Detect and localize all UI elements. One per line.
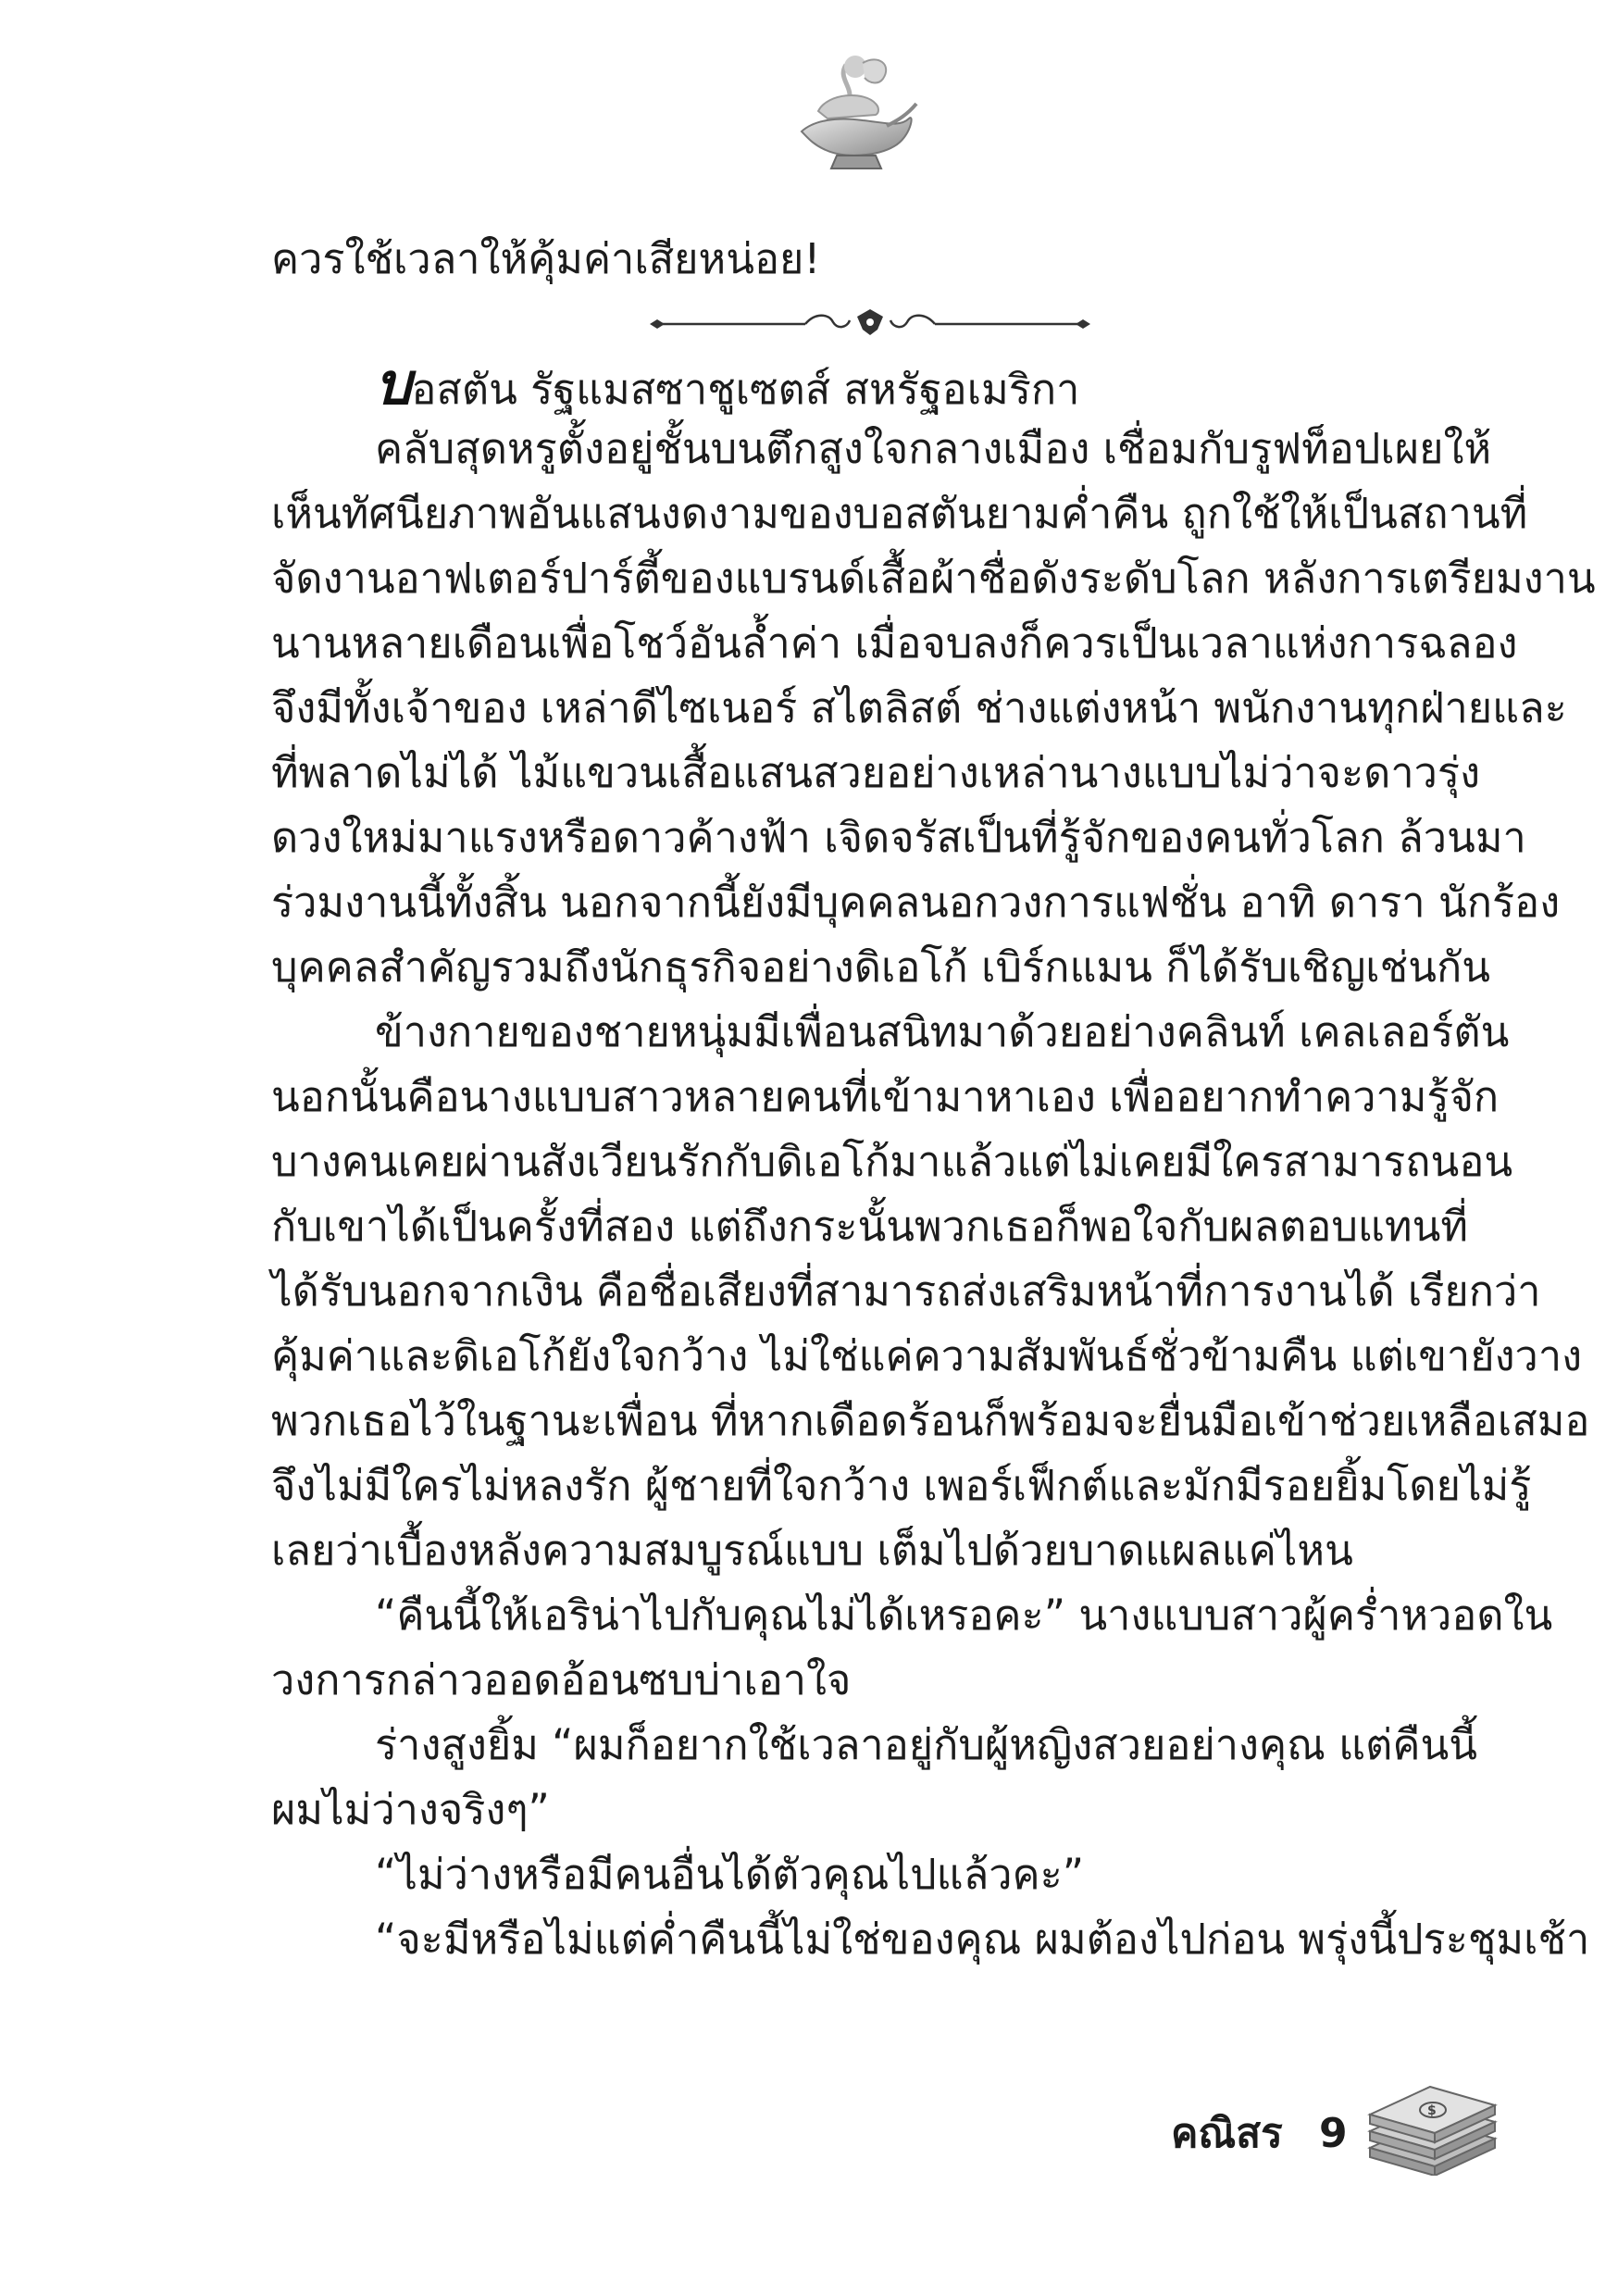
footer-book-title: คณิสร bbox=[1171, 2110, 1283, 2157]
paragraph-line: กับเขาได้เป็นครั้งที่สอง แต่ถึงกระนั้นพวกเธอก็พอใจกับผลตอบแทนที่ bbox=[271, 1202, 1469, 1251]
paragraph-line: บุคคลสำคัญรวมถึงนักธุรกิจอย่างดิเอโก้ เบิร์กแมน ก็ได้รับเชิญเช่นกัน bbox=[271, 942, 1490, 992]
paragraph-line: คุ้มค่าและดิเอโก้ยังใจกว้าง ไม่ใช่แค่ความสัมพันธ์ชั่วข้ามคืน แต่เขายังวาง bbox=[271, 1331, 1583, 1380]
paragraph-line: นานหลายเดือนเพื่อโชว์อันล้ำค่า เมื่อจบลงก็ควรเป็นเวลาแห่งการฉลอง bbox=[271, 618, 1518, 668]
paragraph-line: พวกเธอไว้ในฐานะเพื่อน ที่หากเดือดร้อนก็พร้อมจะยื่นมือเข้าช่วยเหลือเสมอ bbox=[271, 1396, 1590, 1445]
drop-cap: บ bbox=[375, 350, 412, 418]
paragraph-line: บางคนเคยผ่านสังเวียนรักกับดิเอโก้มาแล้วแต่ไม่เคยมีใครสามารถนอน bbox=[271, 1137, 1513, 1186]
paragraph-line: “คืนนี้ให้เอริน่าไปกับคุณไม่ได้เหรอคะ” นางแบบสาวผู้คร่ำหวอดใน bbox=[375, 1591, 1553, 1640]
paragraph-line: คลับสุดหรูตั้งอยู่ชั้นบนตึกสูงใจกลางเมือง เชื่อมกับรูฟท็อปเผยให้ bbox=[375, 424, 1492, 473]
paragraph-line: เลยว่าเบื้องหลังความสมบูรณ์แบบ เต็มไปด้วยบาดแผลแค่ไหน bbox=[271, 1526, 1353, 1575]
paragraph-line: ข้างกายของชายหนุ่มมีเพื่อนสนิทมาด้วยอย่างคลินท์ เคลเลอร์ตัน bbox=[375, 1007, 1510, 1056]
paragraph-line: ได้รับนอกจากเงิน คือชื่อเสียงที่สามารถส่งเสริมหน้าที่การงานได้ เรียกว่า bbox=[271, 1267, 1541, 1316]
magic-lamp-icon bbox=[790, 46, 920, 185]
paragraph-line: ดวงใหม่มาแรงหรือดาวค้างฟ้า เจิดจรัสเป็นที่รู้จักของคนทั่วโลก ล้วนมา bbox=[271, 813, 1526, 862]
money-stack-icon bbox=[1361, 2074, 1500, 2176]
svg-text:$: $ bbox=[1427, 2103, 1437, 2118]
paragraph-line: “จะมีหรือไม่แต่ค่ำคืนนี้ไม่ใช่ของคุณ ผมต้องไปก่อน พรุ่งนี้ประชุมเช้า bbox=[375, 1915, 1590, 1964]
paragraph-line: ควรใช้เวลาให้คุ้มค่าเสียหน่อย! bbox=[271, 234, 821, 283]
paragraph-line: จึงไม่มีใครไม่หลงรัก ผู้ชายที่ใจกว้าง เพอร์เฟ็กต์และมักมีรอยยิ้มโดยไม่รู้ bbox=[271, 1461, 1532, 1510]
paragraph-line: ร่วมงานนี้ทั้งสิ้น นอกจากนี้ยังมีบุคคลนอกวงการแฟชั่น อาทิ ดารา นักร้อง bbox=[271, 878, 1561, 927]
paragraph-line: เห็นทัศนียภาพอันแสนงดงามของบอสตันยามค่ำคืน ถูกใช้ให้เป็นสถานที่ bbox=[271, 489, 1528, 538]
paragraph-line: ผมไม่ว่างจริงๆ” bbox=[271, 1785, 550, 1834]
page-number: 9 bbox=[1319, 2110, 1348, 2157]
paragraph-line: จึงมีทั้งเจ้าของ เหล่าดีไซเนอร์ สไตลิสต์ ช่างแต่งหน้า พนักงานทุกฝ่ายและ bbox=[271, 683, 1567, 732]
paragraph-line: จัดงานอาฟเตอร์ปาร์ตี้ของแบรนด์เสื้อผ้าชื่อดังระดับโลก หลังการเตรียมงาน bbox=[271, 554, 1596, 603]
paragraph-line: วงการกล่าวออดอ้อนซบบ่าเอาใจ bbox=[271, 1655, 852, 1704]
paragraph-line-first: บอสตัน รัฐแมสซาชูเซตส์ สหรัฐอเมริกา bbox=[375, 350, 1080, 418]
paragraph-line: ร่างสูงยิ้ม “ผมก็อยากใช้เวลาอยู่กับผู้หญิงสวยอย่างคุณ แต่คืนนี้ bbox=[375, 1720, 1477, 1769]
paragraph-line: “ไม่ว่างหรือมีคนอื่นได้ตัวคุณไปแล้วคะ” bbox=[375, 1850, 1085, 1899]
paragraph-line: ที่พลาดไม่ได้ ไม้แขวนเสื้อแสนสวยอย่างเหล่านางแบบไม่ว่าจะดาวรุ่ง bbox=[271, 748, 1481, 797]
paragraph-line: นอกนั้นคือนางแบบสาวหลายคนที่เข้ามาหาเอง เพื่ออยากทำความรู้จัก bbox=[271, 1072, 1500, 1121]
divider-ornament-icon bbox=[648, 306, 1092, 343]
